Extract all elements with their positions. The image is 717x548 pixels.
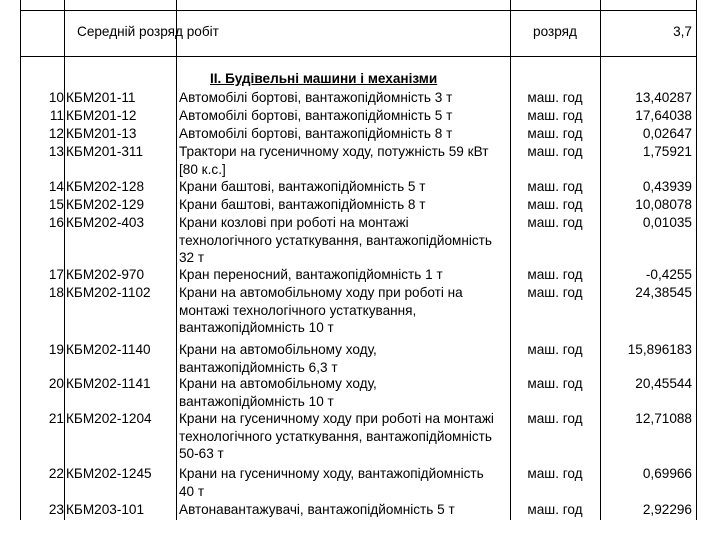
row-value: 10,08078 (635, 197, 692, 212)
row-unit: маш. год (527, 376, 583, 391)
row-code: КБМ202-129 (66, 197, 145, 212)
row-name: Автомобілі бортові, вантажопідйомність 5 т (179, 108, 453, 123)
row-unit: маш. год (527, 502, 583, 517)
row-number: 10 (48, 90, 64, 105)
row-value: 0,69966 (642, 466, 692, 481)
row-value: 20,45544 (635, 376, 692, 391)
row-unit: маш. год (527, 267, 583, 282)
row-number: 16 (48, 215, 64, 230)
grid-line-name (176, 0, 177, 520)
row-name: Крани баштові, вантажопідйомність 8 т (179, 197, 426, 212)
row-unit: маш. год (527, 126, 583, 141)
grid-line-unit (510, 0, 511, 520)
row-value: 17,64038 (635, 108, 692, 123)
row-name: Крани на гусеничному ходу, вантажопідйомність 40 т (179, 466, 484, 499)
row-name: Автомобілі бортові, вантажопідйомність 8 т (179, 126, 453, 141)
row-code: КБМ202-970 (66, 267, 145, 282)
row-number: 15 (48, 197, 64, 212)
row-name: Автонавантажувачі, вантажопідйомність 5 т (179, 502, 455, 517)
row-name: Трактори на гусеничному ходу, потужність 59 кВт [80 к.с.] (179, 144, 489, 177)
row-value: 0,43939 (642, 179, 692, 194)
row-code: КБМ202-403 (66, 215, 145, 230)
row-value: 15,896183 (627, 342, 692, 357)
row-name: Автомобілі бортові, вантажопідйомність 3 т (179, 90, 453, 105)
row-unit: маш. год (527, 466, 583, 481)
row-unit: маш. год (527, 285, 583, 300)
row-value: 13,40287 (635, 90, 692, 105)
row-code: КБМ201-12 (66, 108, 137, 123)
row-unit: маш. год (527, 411, 583, 426)
summary-value: 3,7 (673, 24, 692, 39)
row-value: 24,38545 (635, 285, 692, 300)
summary-unit: розряд (533, 24, 577, 39)
row-number: 22 (48, 466, 64, 481)
row-code: КБМ201-11 (66, 90, 136, 105)
row-value: 12,71088 (635, 411, 692, 426)
row-number: 12 (48, 126, 64, 141)
grid-line-right (696, 0, 697, 520)
row-code: КБМ202-1245 (66, 466, 152, 481)
row-value: 0,02647 (642, 126, 692, 141)
row-name: Крани баштові, вантажопідйомність 5 т (179, 179, 426, 194)
row-number: 11 (49, 108, 64, 123)
row-unit: маш. год (527, 108, 583, 123)
row-value: -0,4255 (645, 267, 692, 282)
row-name: Крани на гусеничному ходу при роботі на монтажі технологічного устаткування, вантажопідйомність 50-63 т (179, 411, 494, 462)
row-code: КБМ202-1141 (66, 376, 151, 391)
row-code: КБМ202-1102 (66, 285, 151, 300)
grid-line-top (20, 10, 697, 11)
row-number: 20 (48, 376, 64, 391)
grid-line-summary-bottom (20, 56, 697, 57)
grid-line-value (600, 0, 601, 520)
row-number: 21 (48, 411, 64, 426)
row-unit: маш. год (527, 144, 583, 159)
row-code: КБМ202-1140 (66, 342, 151, 357)
row-name: Крани на автомобільному ходу, вантажопідйомність 10 т (179, 376, 377, 409)
row-number: 17 (48, 267, 64, 282)
row-name: Крани козлові при роботі на монтажі технологічного устаткування, вантажопідйомність 32 т (179, 215, 492, 266)
row-name: Крани на автомобільному ходу, вантажопідйомність 6,3 т (179, 342, 377, 375)
row-name: Кран переносний, вантажопідйомність 1 т (179, 267, 443, 282)
row-number: 13 (48, 144, 64, 159)
row-value: 1,75921 (642, 144, 692, 159)
row-unit: маш. год (527, 342, 583, 357)
row-value: 2,92296 (642, 502, 692, 517)
row-code: КБМ201-311 (66, 144, 144, 159)
row-unit: маш. год (527, 197, 583, 212)
row-code: КБМ202-128 (66, 179, 145, 194)
row-unit: маш. год (527, 179, 583, 194)
row-code: КБМ202-1204 (66, 411, 152, 426)
row-number: 23 (48, 502, 64, 517)
summary-label: Середній розряд робіт (77, 24, 219, 39)
row-unit: маш. год (527, 90, 583, 105)
row-code: КБМ201-13 (66, 126, 137, 141)
row-value: 0,01035 (642, 215, 692, 230)
row-code: КБМ203-101 (66, 502, 145, 517)
row-unit: маш. год (527, 215, 583, 230)
section-title: ІІ. Будівельні машини і механізми (210, 71, 438, 86)
row-number: 19 (48, 342, 64, 357)
row-number: 14 (48, 179, 64, 194)
row-number: 18 (48, 285, 64, 300)
row-name: Крани на автомобільному ходу при роботі на монтажі технологічного устаткування, вантажопідйомність 10 т (179, 285, 463, 336)
grid-line-left (20, 0, 21, 520)
grid-line-code (64, 0, 65, 520)
